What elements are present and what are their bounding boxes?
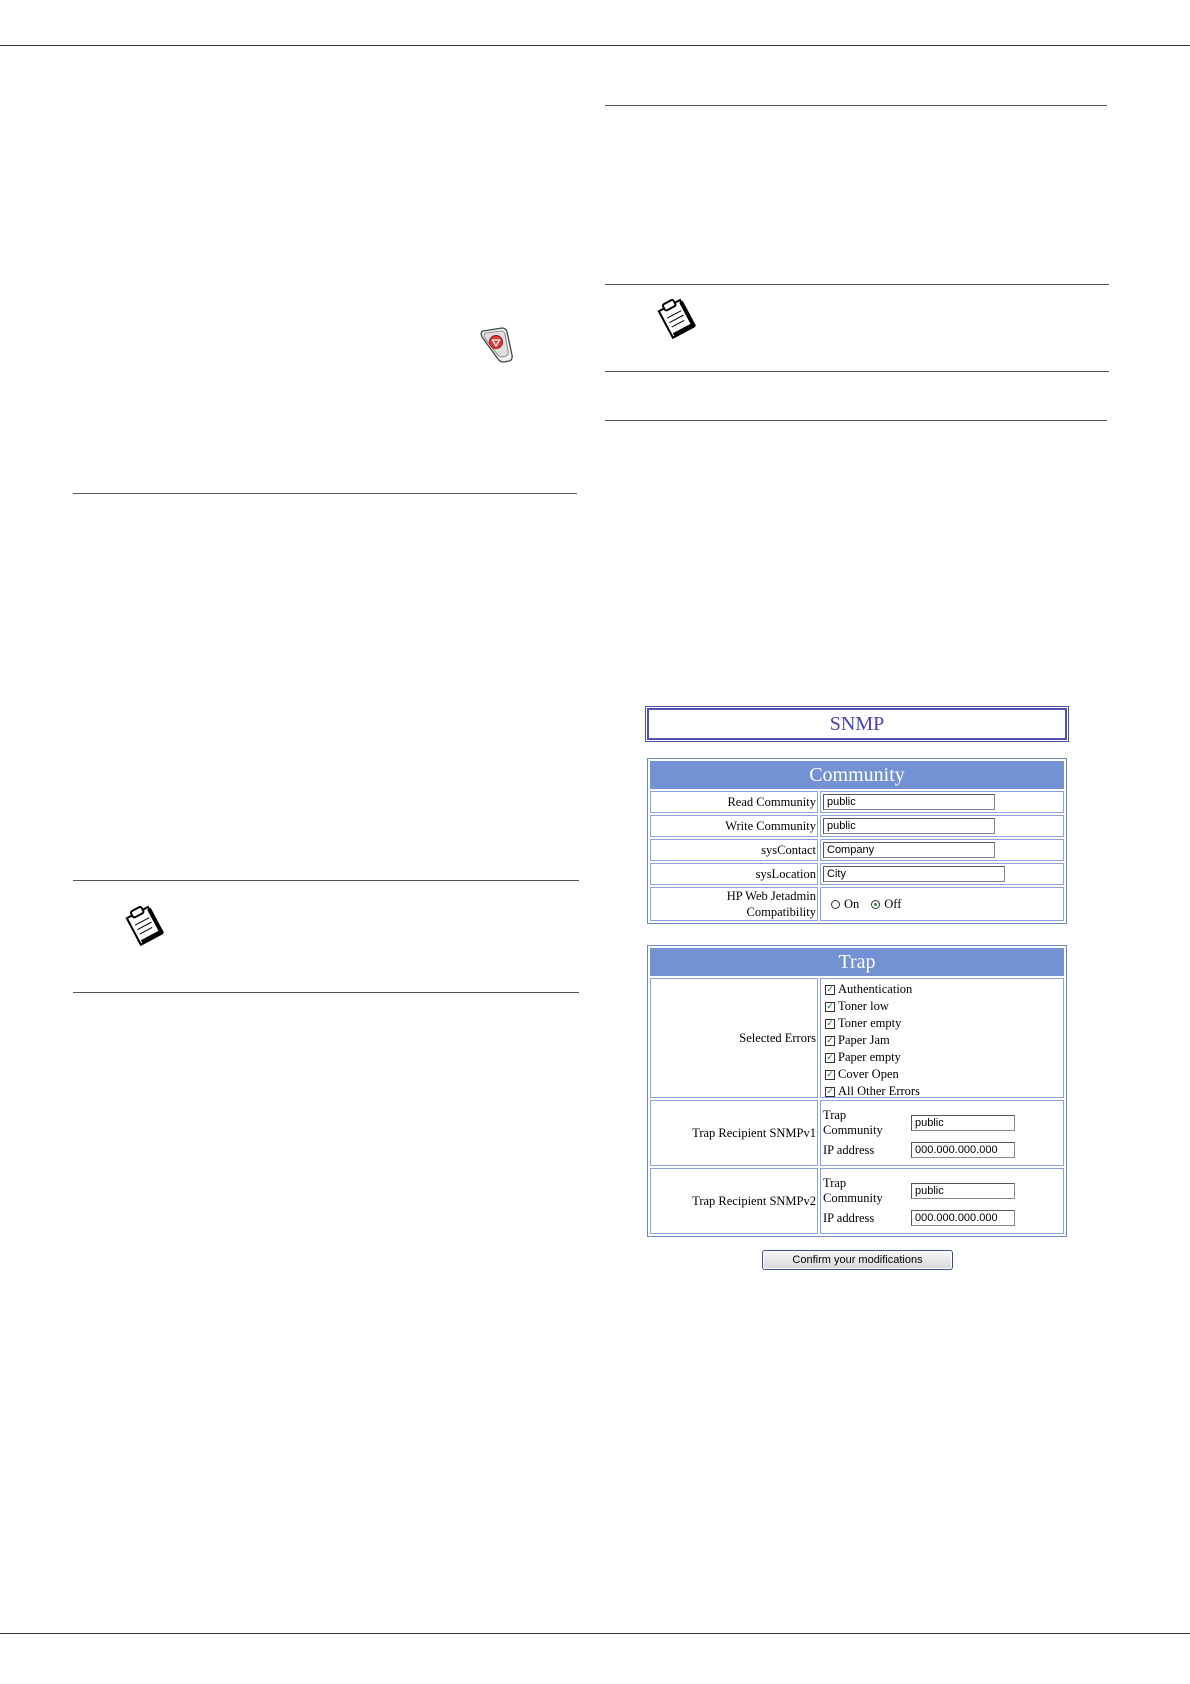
community-panel: [647, 758, 1067, 924]
trap-community-label: Trap Community: [823, 1176, 883, 1205]
read-community-input[interactable]: public: [823, 794, 995, 810]
radio-unselected-icon: [831, 900, 840, 909]
error-checkbox-toner-low[interactable]: ✓ Toner low: [826, 999, 889, 1013]
trap-v2-community-input[interactable]: public: [911, 1183, 1015, 1199]
selected-errors-row: [650, 978, 1064, 1098]
trap-recipient-v2-label: Trap Recipient SNMPv2: [650, 1168, 818, 1234]
ip-address-label: IP address: [823, 1142, 875, 1157]
write-community-input[interactable]: public: [823, 818, 995, 834]
syscontact-input[interactable]: Company: [823, 842, 995, 858]
section-rule: [73, 493, 577, 494]
trap-v1-ip-input[interactable]: 000.000.000.000: [911, 1142, 1015, 1158]
trap-panel: [647, 945, 1067, 1237]
note-top-rule: [73, 880, 579, 881]
syslocation-label: sysLocation: [650, 863, 818, 885]
jetadmin-on-radio[interactable]: On: [831, 897, 859, 912]
section-rule: [605, 105, 1107, 106]
stop-key-icon: [478, 325, 514, 365]
trap-community-label: Trap Community: [823, 1108, 883, 1137]
trap-recipient-v1-label: Trap Recipient SNMPv1: [650, 1100, 818, 1166]
checkbox-checked-icon: ✓: [826, 984, 834, 995]
radio-selected-icon: [871, 900, 880, 909]
write-community-row: [650, 815, 1064, 837]
write-community-label: Write Community: [650, 815, 818, 837]
checkbox-checked-icon: ✓: [826, 1001, 834, 1012]
jetadmin-off-radio[interactable]: Off: [871, 897, 901, 912]
checkbox-checked-icon: ✓: [826, 1035, 834, 1046]
error-checkbox-paper-empty[interactable]: ✓ Paper empty: [826, 1050, 901, 1064]
trap-recipient-v2-row: [650, 1168, 1064, 1234]
jetadmin-row: [650, 887, 1064, 921]
selected-errors-label: Selected Errors: [650, 978, 818, 1098]
syscontact-row: [650, 839, 1064, 861]
error-checkbox-authentication[interactable]: ✓ Authentication: [826, 982, 913, 996]
trap-recipient-v1-row: [650, 1100, 1064, 1166]
syscontact-label: sysContact: [650, 839, 818, 861]
page-bottom-rule: [0, 1633, 1190, 1634]
trap-v2-ip-input[interactable]: 000.000.000.000: [911, 1210, 1015, 1226]
error-checkbox-paper-jam[interactable]: ✓ Paper Jam: [826, 1033, 890, 1047]
note-bottom-rule: [605, 371, 1109, 372]
community-header: Community: [650, 761, 1064, 789]
read-community-label: Read Community: [650, 791, 818, 813]
error-checkbox-all-other[interactable]: ✓ All Other Errors: [826, 1084, 920, 1098]
errors-checklist: [823, 979, 920, 1102]
checkbox-checked-icon: ✓: [826, 1069, 834, 1080]
note-bottom-rule: [73, 992, 579, 993]
error-checkbox-cover-open[interactable]: ✓ Cover Open: [826, 1067, 899, 1081]
jetadmin-label: HP Web Jetadmin Compatibility: [650, 887, 818, 921]
syslocation-input[interactable]: City: [823, 866, 1005, 882]
checkbox-checked-icon: ✓: [826, 1052, 834, 1063]
read-community-row: [650, 791, 1064, 813]
trap-header: Trap: [650, 948, 1064, 976]
syslocation-row: [650, 863, 1064, 885]
note-clipboard-icon: [652, 296, 700, 340]
confirm-modifications-button[interactable]: Confirm your modifications: [762, 1250, 953, 1270]
ip-address-label: IP address: [823, 1210, 875, 1225]
section-rule: [605, 420, 1107, 421]
trap-v1-community-input[interactable]: public: [911, 1115, 1015, 1131]
checkbox-checked-icon: ✓: [826, 1086, 834, 1097]
error-checkbox-toner-empty[interactable]: ✓ Toner empty: [826, 1016, 902, 1030]
note-top-rule: [605, 284, 1109, 285]
snmp-page-title: SNMP: [647, 708, 1067, 740]
checkbox-checked-icon: ✓: [826, 1018, 834, 1029]
page-top-rule: [0, 45, 1190, 46]
note-clipboard-icon: [120, 903, 168, 947]
